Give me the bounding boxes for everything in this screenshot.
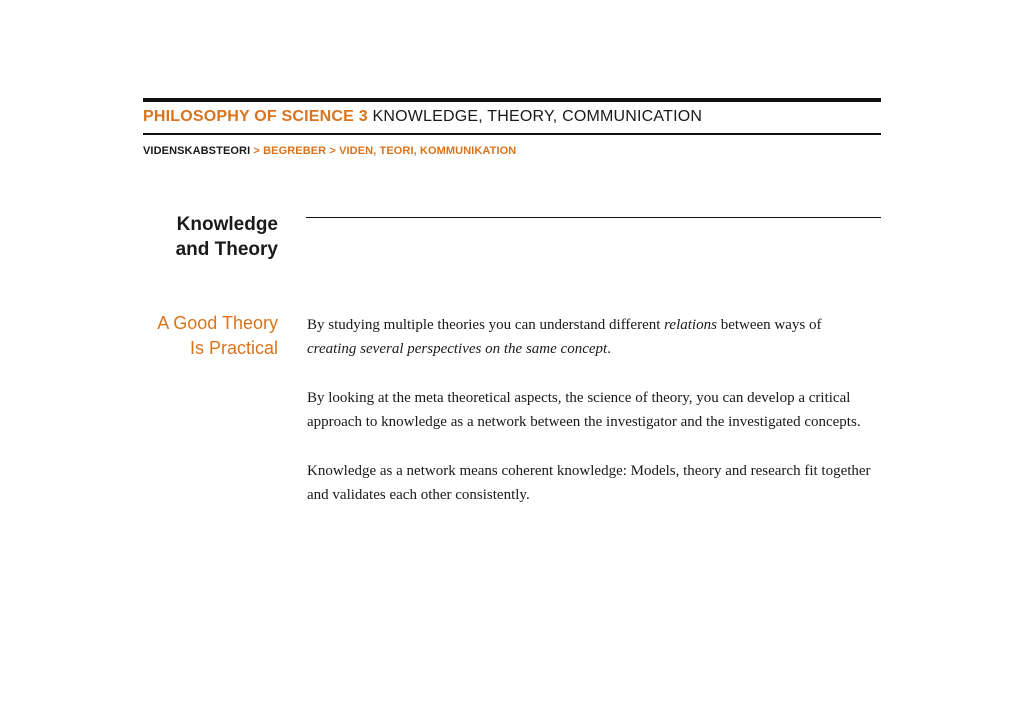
paragraph-1-italic-perspectives: creating several perspectives on the same concept [307, 341, 608, 357]
section-rule [306, 217, 881, 218]
header-top-rule [143, 98, 881, 102]
breadcrumb-root: VIDENSKABSTEORI [143, 145, 251, 157]
paragraph-1-part-e: . [607, 341, 611, 357]
header-title-rest: KNOWLEDGE, THEORY, COMMUNICATION [367, 108, 703, 125]
side-heading-line1: A Good Theory [157, 313, 278, 333]
page-header-title [143, 108, 702, 126]
header-title-accent: PHILOSOPHY OF SCIENCE 3 [143, 108, 368, 125]
breadcrumb [143, 145, 516, 157]
paragraph-2: By looking at the meta theoretical aspects, the science of theory, you can develop a critical approach to knowledge as a network between the investigator and the investigated concepts. [307, 390, 861, 430]
section-heading-line2: and Theory [175, 239, 278, 260]
section-heading [143, 212, 278, 262]
side-heading [143, 311, 278, 361]
paragraph-1 [307, 313, 872, 361]
paragraph-3: Knowledge as a network means coherent knowledge: Models, theory and research fit together and validates each other consistently. [307, 463, 871, 503]
paragraph-1-part-c: between ways of [716, 317, 822, 333]
breadcrumb-trail: > BEGREBER > VIDEN, TEORI, KOMMUNIKATION [250, 145, 517, 157]
paragraph-1-part-a: By studying multiple theories you can understand different [307, 317, 665, 333]
side-heading-line2: Is Practical [189, 338, 278, 358]
header-bottom-rule [143, 133, 881, 135]
paragraph-1-italic-relations: relations [664, 317, 717, 333]
body-text [307, 313, 872, 532]
section-heading-line1: Knowledge [176, 214, 278, 235]
